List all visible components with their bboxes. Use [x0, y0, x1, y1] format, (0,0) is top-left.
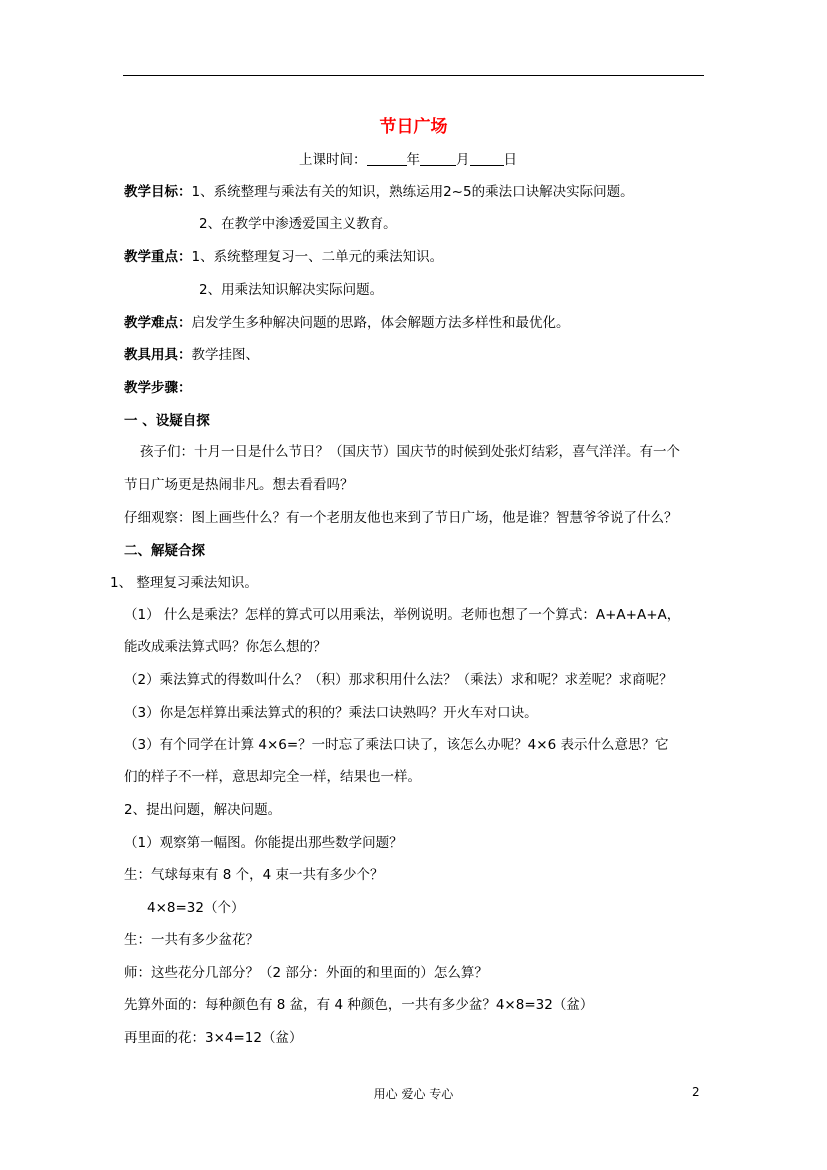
section2-heading: 二、解疑合探: [124, 543, 205, 559]
section1-heading: 一 、设疑自探: [124, 413, 210, 429]
calculation-1: 4×8=32（个）: [147, 900, 245, 916]
inside-calculation: 再里面的花：3×4=12（盆）: [124, 1030, 303, 1046]
section1-paragraph-2: 仔细观察：图上画些什么？有一个老朋友他也来到了节日广场，他是谁？智慧爷爷说了什么？: [124, 510, 678, 526]
key-points-item-1: 1、系统整理复习一、二单元的乘法知识。: [191, 249, 444, 265]
question-2: （2）乘法算式的得数叫什么？（积）那求积用什么法？（乘法）求和呢？求差呢？求商呢？: [124, 672, 673, 688]
date-prefix: 上课时间：: [299, 152, 367, 168]
key-points-label: 教学重点：: [124, 249, 192, 265]
year-blank: [367, 152, 407, 166]
difficulties-line: [124, 314, 570, 332]
key-points-line-1: [124, 248, 443, 266]
footer-text: 用心 爱心 专心: [373, 1087, 454, 1101]
question-3: （3）你是怎样算出乘法算式的积的？乘法口诀熟吗？开火车对口诀。: [124, 705, 538, 721]
objectives-line-1: [124, 183, 634, 201]
section2-item-1: 1、 整理复习乘法知识。: [110, 575, 258, 591]
difficulties-label: 教学难点：: [124, 315, 192, 331]
section1-paragraph-1-cont: 节日广场更是热闹非凡。想去看看吗？: [124, 477, 354, 493]
objectives-label: 教学目标：: [124, 184, 192, 200]
key-points-line-2: 2、用乘法知识解决实际问题。: [199, 282, 384, 298]
observe-line: （1）观察第一幅图。你能提出那些数学问题？: [124, 835, 403, 851]
objectives-line-2: 2、在教学中渗透爱国主义教育。: [199, 216, 397, 232]
tools-line: [124, 346, 259, 364]
section2-item-2: 2、提出问题，解决问题。: [124, 802, 282, 818]
student-question-2: 生：一共有多少盆花？: [124, 932, 259, 948]
question-1-cont: 能改成乘法算式吗？你怎么想的？: [124, 639, 327, 655]
section1-paragraph-1: 孩子们：十月一日是什么节日？（国庆节）国庆节的时候到处张灯结彩，喜气洋洋。有一个: [140, 444, 680, 460]
objectives-item-1: 1、系统整理与乘法有关的知识，熟练运用2~5的乘法口诀解决实际问题。: [191, 184, 634, 200]
day-blank: [470, 152, 504, 166]
question-4: （3）有个同学在计算 4×6=？一时忘了乘法口诀了，该怎么办呢？4×6 表示什么意思？它: [124, 737, 669, 753]
tools-text: 教学挂图、: [191, 347, 259, 363]
month-label: 月: [456, 152, 470, 168]
page-title: 节日广场: [379, 117, 448, 137]
question-4-cont: 们的样子不一样，意思却完全一样，结果也一样。: [124, 769, 421, 785]
month-blank: [420, 152, 456, 166]
teacher-question-1: 师：这些花分几部分？（2 部分：外面的和里面的）怎么算？: [124, 965, 488, 981]
day-label: 日: [503, 152, 517, 168]
date-line: [299, 151, 517, 169]
tools-label: 教具用具：: [124, 347, 192, 363]
page-number: 2: [692, 1085, 700, 1099]
student-question-1: 生：气球每束有 8 个，4 束一共有多少个？: [124, 867, 384, 883]
year-label: 年: [406, 152, 420, 168]
header-rule: [123, 75, 704, 76]
outside-calculation: 先算外面的：每种颜色有 8 盆，有 4 种颜色，一共有多少盆？4×8=32（盆）: [124, 997, 594, 1013]
difficulties-text: 启发学生多种解决问题的思路，体会解题方法多样性和最优化。: [191, 315, 570, 331]
question-1: （1） 什么是乘法？怎样的算式可以用乘法，举例说明。老师也想了一个算式：A+A+A+A，: [124, 607, 681, 623]
steps-label: 教学步骤：: [124, 380, 192, 396]
